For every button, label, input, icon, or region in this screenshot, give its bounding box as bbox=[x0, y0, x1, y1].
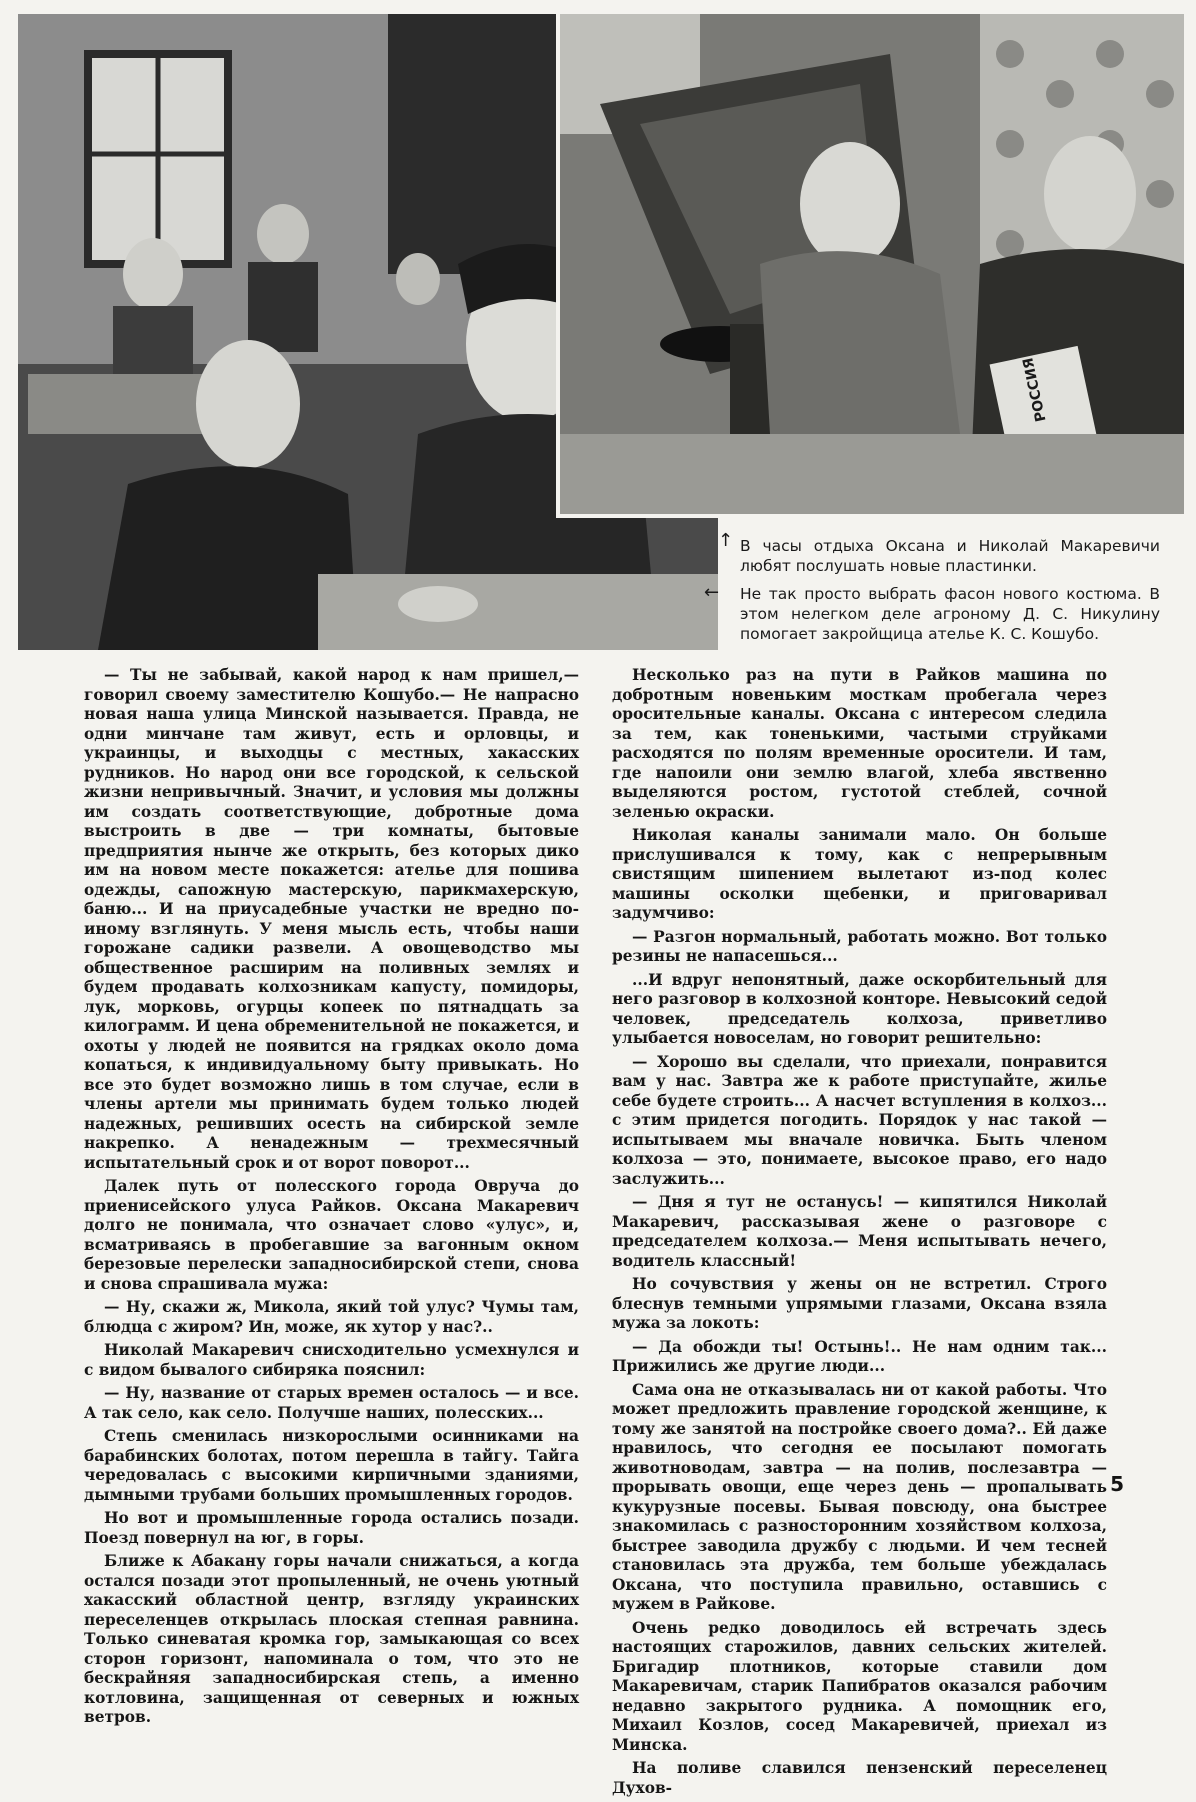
arrow-up-icon: ↑ bbox=[718, 530, 734, 551]
magazine-label: РОССИЯ bbox=[1020, 356, 1050, 424]
paragraph: Очень редко доводилось ей встречать здесь настоящих старожилов, давних сельских жителей. Бригадир плотников, которые ставили дом Макаревичам, старик Папибратов оказался рабочим недавно закрытого рудника. А помощник его, Михаил Козлов, сосед Макаревичей, приехал из Минска. bbox=[612, 1618, 1107, 1754]
paragraph: Несколько раз на пути в Райков машина по добротным новеньким мосткам пробегала через оросительные каналы. Оксана с интересом следила за тем, как тоненькими, частыми струйками расходятся по полям временные оросители. И там, где напоили они землю влагой, хлеба явственно выделяются ростом, густотой стеблей, сочной зеленью окраски. bbox=[612, 666, 1107, 821]
paragraph: Николай Макаревич снисходительно усмехнулся и с видом бывалого сибиряка пояснил: bbox=[84, 1341, 579, 1379]
paragraph: Степь сменилась низкорослыми осинниками на барабинских болотах, потом перешла в тайгу. Тайга чередовалась с высокими кирпичными зданиями, дымными трубами больших промышленных городов. bbox=[84, 1427, 579, 1504]
paragraph: — Хорошо вы сделали, что приехали, понравится вам у нас. Завтра же к работе приступайте, жилье себе будете строить... А насчет вступления в колхоз... с этим придется погодить. Порядок у нас такой — испытываем мы вначале новичка. Быть членом колхоза — это, понимаете, высокое право, его надо заслужить... bbox=[612, 1052, 1107, 1188]
paragraph: — Дня я тут не останусь! — кипятился Николай Макаревич, рассказывая жене о разговоре с председателем колхоза.— Меня испытывать нечего, водитель классный! bbox=[612, 1193, 1107, 1270]
paragraph: Сама она не отказывалась ни от какой работы. Что может предложить правление городской женщине, к тому же занятой на постройке своего дома?.. Ей даже нравилось, что сегодня ее посылают помогать животноводам, завтра — на полив, послезавтра — прорывать овощи, еще через день — пропалывать кукурузные посевы. Бывая повсюду, она быстрее знакомилась с разносторонним хозяйством колхоза, быстрее заводила дружбу с людьми. И чем тесней становилась эта дружба, тем больше убеждалась Оксана, что поступила правильно, оставшись с мужем в Райкове. bbox=[612, 1380, 1107, 1613]
paragraph: На поливе славился пензенский переселенец Духов- bbox=[612, 1759, 1107, 1797]
photo-couple-illustration bbox=[560, 14, 1184, 514]
paragraph: Далек путь от полесского города Овруча до приенисейского улуса Райков. Оксана Макаревич долго не понимала, что означает слово «улус», и, всматриваясь в пробегавшие за вагонным окном березовые перелески западносибирской степи, снова и снова спрашивала мужа: bbox=[84, 1177, 579, 1293]
paragraph: — Ну, название от старых времен осталось — и все. А так село, как село. Получше наших, полесских... bbox=[84, 1384, 579, 1422]
paragraph: — Ну, скажи ж, Микола, який той улус? Чумы там, блюдца с жиром? Ин, може, як хутор у нас?.. bbox=[84, 1298, 579, 1336]
page-number: 5 bbox=[1110, 1472, 1124, 1496]
paragraph: Но вот и промышленные города остались позади. Поезд повернул на юг, в горы. bbox=[84, 1509, 579, 1547]
paragraph: — Да обожди ты! Остынь!.. Не нам одним так... Прижились же другие люди... bbox=[612, 1337, 1107, 1375]
caption-bottom: Не так просто выбрать фасон нового костюма. В этом нелегком деле агроному Д. С. Никулину помогает закройщица ателье К. С. Кошубо. bbox=[740, 585, 1160, 643]
caption-top: В часы отдыха Оксана и Николай Макаревичи любят послушать новые пластинки. bbox=[740, 537, 1160, 575]
arrow-left-icon: ← bbox=[704, 582, 720, 603]
photo-couple-gramophone bbox=[556, 14, 1184, 518]
paragraph: — Ты не забывай, какой народ к нам пришел,— говорил своему заместителю Кошубо.— Не напрасно новая наша улица Минской называется. Правда, не одни минчане там живут, есть и орловцы, и украинцы, и выходцы с местных, хакасских рудников. Но народ они все городской, к сельской жизни непривычный. Значит, и условия мы должны им создать соответствующие, добротные дома выстроить в две — три комнаты, бытовые предприятия нынче же открыть, без которых дико им на новом месте покажется: ателье для пошива одежды, сапожную мастерскую, парикмахерскую, баню... И на приусадебные участки не вредно по-иному взглянуть. У меня мысль есть, чтобы наши горожане садики развели. А овощеводство мы общественное расширим на поливных землях и будем продавать колхозникам капусту, помидоры, лук, морковь, огурцы копеек по пятнадцать за килограмм. И цена обременительной не покажется, и охоты у людей не появится на грядках около дома копаться, к индивидуальному быту привыкать. Но все это будет возможно лишь в том случае, если в члены артели мы принимать будем только людей надежных, решивших осесть на сибирской земле накрепко. А ненадежным — трехмесячный испытательный срок и от ворот поворот... bbox=[84, 666, 579, 1172]
paragraph: ...И вдруг непонятный, даже оскорбительный для него разговор в колхозной конторе. Невысокий седой человек, председатель колхоза, приветливо улыбается новоселам, но говорит решительно: bbox=[612, 970, 1107, 1047]
paragraph: Но сочувствия у жены он не встретил. Строго блеснув темными упрямыми глазами, Оксана взяла мужа за локоть: bbox=[612, 1275, 1107, 1332]
paragraph: Николая каналы занимали мало. Он больше прислушивался к тому, как с непрерывным свистящим шипением вылетают из-под колес машины осколки щебенки, и приговаривал задумчиво: bbox=[612, 826, 1107, 922]
article-column-right bbox=[612, 666, 1107, 1802]
paragraph: Ближе к Абакану горы начали снижаться, а когда остался позади этот пропыленный, не очень уютный хакасский областной центр, взгляду украинских переселенцев открылась плоская степная равнина. Только синеватая кромка гор, замыкающая со всех сторон горизонт, напоминала о том, что это не бескрайняя западносибирская степь, а именно котловина, защищенная от северных и южных ветров. bbox=[84, 1552, 579, 1726]
article-column-left bbox=[84, 666, 579, 1732]
paragraph: — Разгон нормальный, работать можно. Вот только резины не напасешься... bbox=[612, 927, 1107, 965]
